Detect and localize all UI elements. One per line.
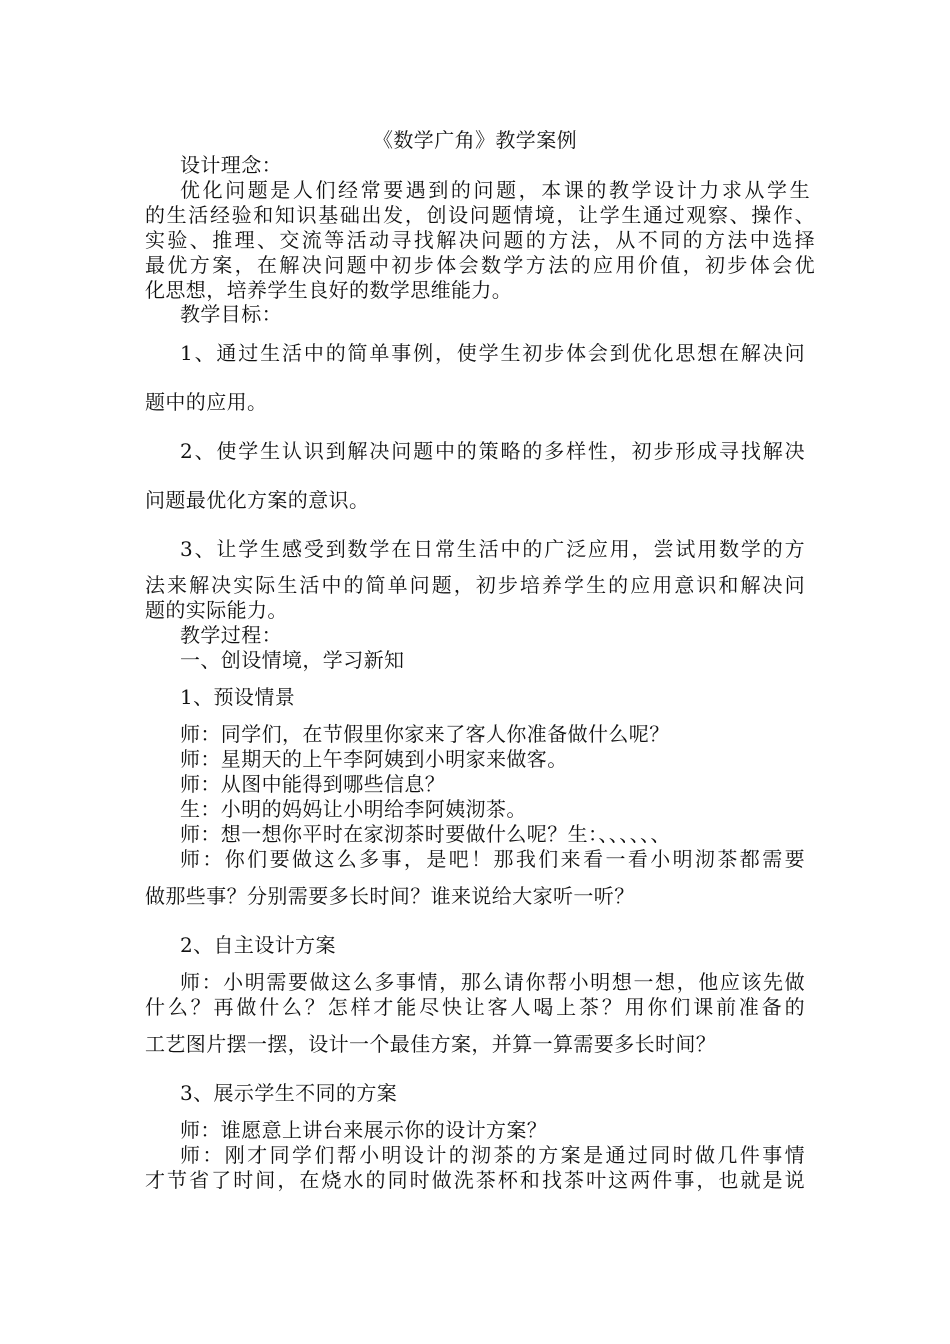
dialog-line-4: 生：小明的妈妈让小明给李阿姨沏茶。: [180, 797, 527, 821]
dialog-line-7: 做那些事？分别需要多长时间？谁来说给大家听一听？: [145, 884, 635, 908]
goal-2-line-1: 2、使学生认识到解决问题中的策略的多样性，初步形成寻找解决: [180, 439, 805, 463]
concept-heading: 设计理念：: [180, 153, 282, 177]
dialog-line-3: 师：从图中能得到哪些信息？: [180, 772, 446, 796]
document-title: 《数学广角》教学案例: [373, 128, 577, 152]
concept-line-3: 实验、推理、交流等活动寻找解决问题的方法，从不同的方法中选择: [145, 228, 815, 252]
part-1-heading: 一、创设情境，学习新知: [180, 648, 405, 672]
concept-line-2: 的生活经验和知识基础出发，创设问题情境，让学生通过观察、操作、: [145, 203, 815, 227]
goal-3-line-3: 题的实际能力。: [145, 598, 288, 622]
show-line-2: 师：刚才同学们帮小明设计的沏茶的方案是通过同时做几件事情: [180, 1143, 805, 1167]
dialog-line-5: 师：想一想你平时在家沏茶时要做什么呢？生：、、、、、、: [180, 822, 671, 846]
goal-3-line-1: 3、让学生感受到数学在日常生活中的广泛应用，尝试用数学的方: [180, 537, 805, 561]
dialog-line-6: 师：你们要做这么多事，是吧！那我们来看一看小明沏茶都需要: [180, 847, 805, 871]
concept-line-1: 优化问题是人们经常要遇到的问题，本课的教学设计力求从学生: [180, 178, 810, 202]
goal-3-line-2: 法来解决实际生活中的简单问题，初步培养学生的应用意识和解决问: [145, 573, 805, 597]
concept-line-4: 最优方案，在解决问题中初步体会数学方法的应用价值，初步体会优: [145, 253, 815, 277]
process-heading: 教学过程：: [180, 623, 282, 647]
design-line-3: 工艺图片摆一摆，设计一个最佳方案，并算一算需要多长时间？: [145, 1032, 717, 1056]
show-line-1: 师：谁愿意上讲台来展示你的设计方案？: [180, 1118, 548, 1142]
design-line-2: 什么？再做什么？怎样才能尽快让客人喝上茶？用你们课前准备的: [145, 995, 805, 1019]
goals-heading: 教学目标：: [180, 302, 282, 326]
goal-1-line-1: 1、通过生活中的简单事例，使学生初步体会到优化思想在解决问: [180, 341, 805, 365]
design-line-1: 师：小明需要做这么多事情，那么请你帮小明想一想，他应该先做: [180, 970, 805, 994]
dialog-line-2: 师：星期天的上午李阿姨到小明家来做客。: [180, 747, 568, 771]
concept-line-5: 化思想，培养学生良好的数学思维能力。: [145, 278, 513, 302]
dialog-line-1: 师：同学们，在节假里你家来了客人你准备做什么呢？: [180, 722, 670, 746]
step-1-heading: 1、预设情景: [180, 685, 296, 709]
goal-2-line-2: 问题最优化方案的意识。: [145, 488, 370, 512]
step-3-heading: 3、展示学生不同的方案: [180, 1081, 398, 1105]
goal-1-line-2: 题中的应用。: [145, 390, 268, 414]
show-line-3: 才节省了时间，在烧水的同时做洗茶杯和找茶叶这两件事，也就是说: [145, 1168, 805, 1192]
step-2-heading: 2、自主设计方案: [180, 933, 336, 957]
